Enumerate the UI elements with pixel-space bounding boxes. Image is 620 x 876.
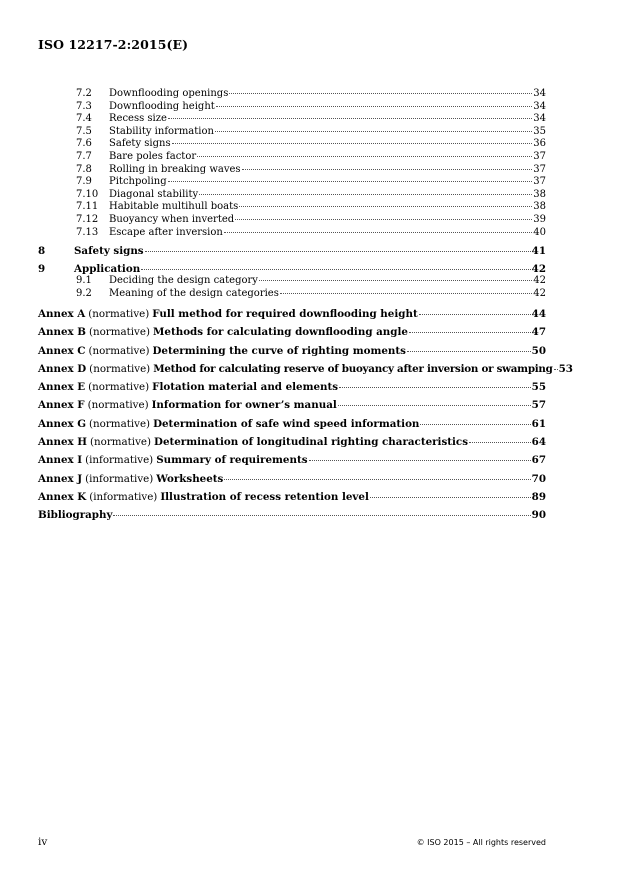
dot-leader (407, 351, 531, 352)
toc-entry-annex-f[interactable] (38, 399, 546, 412)
toc-page: 37 (533, 163, 546, 175)
annex-kind: (informative) (85, 472, 154, 485)
toc-page: 36 (533, 138, 546, 150)
dot-leader (469, 442, 531, 443)
dot-leader (420, 424, 530, 425)
dot-leader (280, 293, 532, 294)
toc-number: 7.11 (76, 201, 99, 213)
toc-entry-7-5[interactable] (38, 126, 546, 139)
toc-entry-8[interactable] (38, 245, 546, 258)
toc-page: 39 (533, 213, 546, 225)
annex-label: Annex D (38, 362, 87, 375)
annex-kind: (normative) (88, 326, 150, 339)
toc-page: 34 (533, 88, 546, 99)
toc-page: 57 (531, 399, 546, 412)
annex-kind: (informative) (85, 454, 154, 467)
toc-entry-7-9[interactable] (38, 176, 546, 189)
annex-kind: (normative) (87, 399, 149, 412)
toc-entry-annex-c[interactable] (38, 345, 546, 358)
toc-page: 40 (533, 226, 546, 238)
annex-label: Annex E (38, 381, 86, 394)
toc-entry-7-11[interactable] (38, 201, 546, 214)
toc-page: 90 (531, 509, 546, 522)
toc-entry-7-3[interactable] (38, 101, 546, 114)
annex-kind: (normative) (89, 362, 151, 375)
toc-title: Determination of safe wind speed information (153, 417, 420, 430)
toc-title: Flotation material and elements (152, 381, 339, 394)
document-id-header: ISO 12217-2:2015(E) (38, 37, 189, 52)
toc-title: Downflooding openings (109, 88, 229, 99)
annex-kind: (normative) (88, 307, 150, 320)
toc-entry-annex-a[interactable] (38, 308, 546, 321)
toc-page: 44 (531, 307, 546, 320)
annex-kind: (normative) (89, 435, 152, 448)
dot-leader (172, 143, 533, 144)
annex-label: Annex C (38, 344, 86, 357)
toc-entry-7-7[interactable] (38, 151, 546, 164)
dot-leader (199, 194, 532, 195)
toc-number: 7.2 (76, 88, 92, 99)
toc-title: Deciding the design category (109, 275, 258, 287)
dot-leader (235, 219, 532, 220)
page-number: iv (38, 836, 48, 848)
toc-title: Escape after inversion (109, 226, 223, 238)
toc-page: 42 (531, 262, 546, 275)
dot-leader (224, 232, 532, 233)
toc-title: Illustration of recess retention level (160, 490, 369, 503)
annex-label: Annex G (38, 417, 87, 430)
toc-number: 7.13 (76, 226, 99, 238)
toc-page: 38 (533, 188, 546, 200)
annex-label: Annex I (38, 454, 83, 467)
toc-number: 7.12 (76, 213, 99, 225)
annex-kind: (informative) (89, 490, 158, 503)
dot-leader (339, 387, 531, 388)
dot-leader (309, 460, 531, 461)
toc-title: Habitable multihull boats (109, 201, 239, 213)
copyright-notice: © ISO 2015 – All rights reserved (416, 838, 546, 847)
toc-title: Pitchpoling (109, 176, 167, 188)
dot-leader (409, 332, 531, 333)
toc-entry-annex-b[interactable] (38, 326, 546, 339)
dot-leader (554, 369, 558, 370)
toc-page: 37 (533, 150, 546, 162)
toc-entry-7-10[interactable] (38, 189, 546, 202)
toc-number: 9 (38, 262, 46, 275)
toc-title: Information for owner’s manual (151, 399, 337, 412)
dot-leader (419, 314, 531, 315)
toc-page: 89 (531, 490, 546, 503)
toc-number: 9.2 (76, 287, 92, 299)
toc-entry-7-8[interactable] (38, 164, 546, 177)
toc-number: 7.8 (76, 163, 92, 175)
toc-title: Buoyancy when inverted (109, 213, 235, 225)
toc-entry-annex-d[interactable] (38, 362, 573, 376)
annex-kind: (normative) (89, 417, 151, 430)
dot-leader (242, 169, 533, 170)
toc-entry-7-12[interactable] (38, 214, 546, 227)
toc-title: Rolling in breaking waves (109, 163, 241, 175)
annex-label: Annex A (38, 307, 86, 320)
annex-label: Annex B (38, 326, 86, 339)
toc-number: 7.3 (76, 100, 92, 112)
toc-entry-annex-e[interactable] (38, 381, 546, 394)
toc-title: Diagonal stability (109, 188, 199, 200)
dot-leader (239, 206, 532, 207)
annex-label: Annex H (38, 435, 87, 448)
toc-entry-annex-i[interactable] (38, 454, 546, 467)
toc-entry-7-13[interactable] (38, 227, 546, 240)
toc-title: Bare poles factor (109, 150, 197, 162)
toc-title: Safety signs (109, 138, 171, 150)
toc-page: 35 (533, 125, 546, 137)
dot-leader (229, 93, 532, 94)
toc-title: Meaning of the design categories (109, 287, 279, 299)
toc-number: 8 (38, 244, 46, 257)
annex-label: Annex K (38, 490, 87, 503)
toc-number: 7.7 (76, 150, 92, 162)
toc-page: 34 (533, 100, 546, 112)
toc-page: 42 (533, 287, 546, 299)
toc-entry-annex-j[interactable] (38, 473, 546, 486)
dot-leader (370, 497, 531, 498)
toc-page: 37 (533, 176, 546, 188)
toc-number: 9.1 (76, 275, 92, 287)
annex-label: Annex J (38, 472, 83, 485)
toc-page: 67 (531, 454, 546, 467)
toc-entry-bibliography[interactable] (38, 509, 546, 522)
toc-title: Bibliography (38, 509, 113, 522)
toc-entry-7-4[interactable] (38, 113, 546, 126)
toc-entry-9-1[interactable] (38, 275, 546, 288)
dot-leader (168, 181, 533, 182)
toc-title: Application (74, 262, 141, 275)
dot-leader (215, 131, 532, 132)
toc-title: Methods for calculating downflooding angle (153, 326, 408, 339)
toc-title: Safety signs (74, 244, 144, 257)
toc-entry-7-6[interactable] (38, 138, 546, 151)
dot-leader (197, 156, 532, 157)
toc-page: 38 (533, 201, 546, 213)
dot-leader (113, 515, 530, 516)
toc-title: Determination of longitudinal righting characteristics (154, 435, 469, 448)
toc-number: 7.6 (76, 138, 92, 150)
toc-number: 7.4 (76, 113, 92, 125)
dot-leader (224, 479, 530, 480)
toc-page: 64 (531, 435, 546, 448)
toc-entry-annex-k[interactable] (38, 491, 546, 504)
toc-page: 50 (531, 344, 546, 357)
toc-entry-9-2[interactable] (38, 288, 546, 301)
toc-page: 70 (531, 472, 546, 485)
toc-title: Downflooding height (109, 100, 215, 112)
toc-entry-annex-h[interactable] (38, 436, 546, 449)
toc-number: 7.10 (76, 188, 99, 200)
toc-number: 7.5 (76, 125, 92, 137)
toc-page: 53 (558, 362, 573, 375)
toc-page: 41 (531, 244, 546, 257)
toc-title: Summary of requirements (156, 454, 308, 467)
toc-title: Worksheets (156, 472, 224, 485)
toc-page: 34 (533, 113, 546, 125)
annex-label: Annex F (38, 399, 85, 412)
dot-leader (168, 118, 532, 119)
table-of-contents (38, 88, 573, 522)
dot-leader (145, 251, 531, 252)
toc-title: Full method for required downflooding height (152, 307, 418, 320)
toc-entry-9[interactable] (38, 263, 546, 276)
toc-entry-7-2[interactable] (38, 88, 546, 101)
toc-page: 47 (531, 326, 546, 339)
annex-kind: (normative) (88, 381, 150, 394)
toc-title: Determining the curve of righting moments (152, 344, 406, 357)
toc-page: 61 (531, 417, 546, 430)
toc-page: 42 (533, 275, 546, 287)
annex-kind: (normative) (88, 344, 150, 357)
toc-page: 55 (531, 381, 546, 394)
toc-title: Stability information (109, 125, 214, 137)
dot-leader (141, 269, 530, 270)
dot-leader (216, 106, 532, 107)
toc-number: 7.9 (76, 176, 92, 188)
dot-leader (338, 405, 531, 406)
toc-entry-annex-g[interactable] (38, 418, 546, 431)
toc-title: Method for calculating reserve of buoyancy after inversion or swamping (153, 362, 553, 375)
toc-title: Recess size (109, 113, 167, 125)
dot-leader (259, 280, 532, 281)
